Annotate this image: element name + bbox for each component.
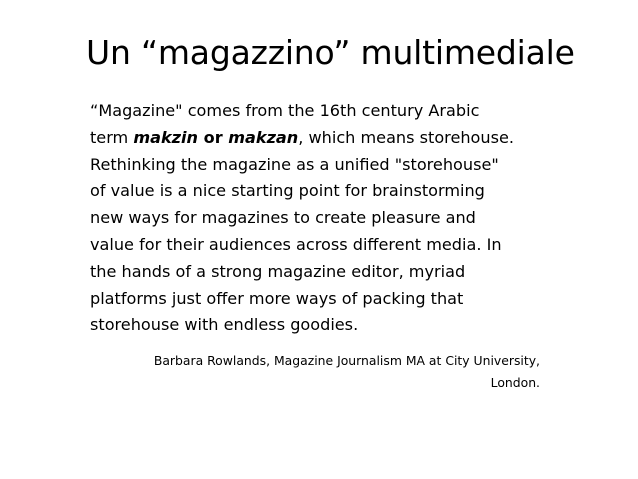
quote-line-2-prefix: term: [90, 127, 134, 147]
slide-title: Un “magazzino” multimediale: [86, 33, 575, 72]
quote-line-1: “Magazine" comes from the 16th century Arabic: [90, 101, 480, 120]
quote-paragraph: [90, 98, 540, 339]
quote-attribution: [110, 350, 540, 393]
arabic-term-makzan: makzan: [228, 127, 299, 147]
quote-line-5: new ways for magazines to create pleasure and: [90, 208, 476, 228]
quote-line-2-or: or: [198, 127, 229, 147]
quote-line-6: value for their audiences across different media. In: [90, 234, 502, 254]
quote-line-7: the hands of a strong magazine editor, myriad: [90, 261, 466, 281]
quote-line-2: [90, 125, 540, 152]
quote-line-9: storehouse with endless goodies.: [90, 315, 359, 335]
arabic-term-makzin: makzin: [133, 127, 199, 147]
quote-text: [90, 98, 540, 339]
quote-line-8: platforms just offer more ways of packing that: [90, 288, 464, 308]
quote-line-3: Rethinking the magazine as a unified "storehouse": [90, 154, 499, 174]
attribution-line-1: Barbara Rowlands, Magazine Journalism MA at City University,: [153, 353, 540, 368]
quote-line-4: of value is a nice starting point for brainstorming: [90, 181, 485, 201]
quote-line-2-suffix: , which means storehouse.: [298, 127, 514, 147]
attribution-line-2: London.: [490, 374, 540, 390]
